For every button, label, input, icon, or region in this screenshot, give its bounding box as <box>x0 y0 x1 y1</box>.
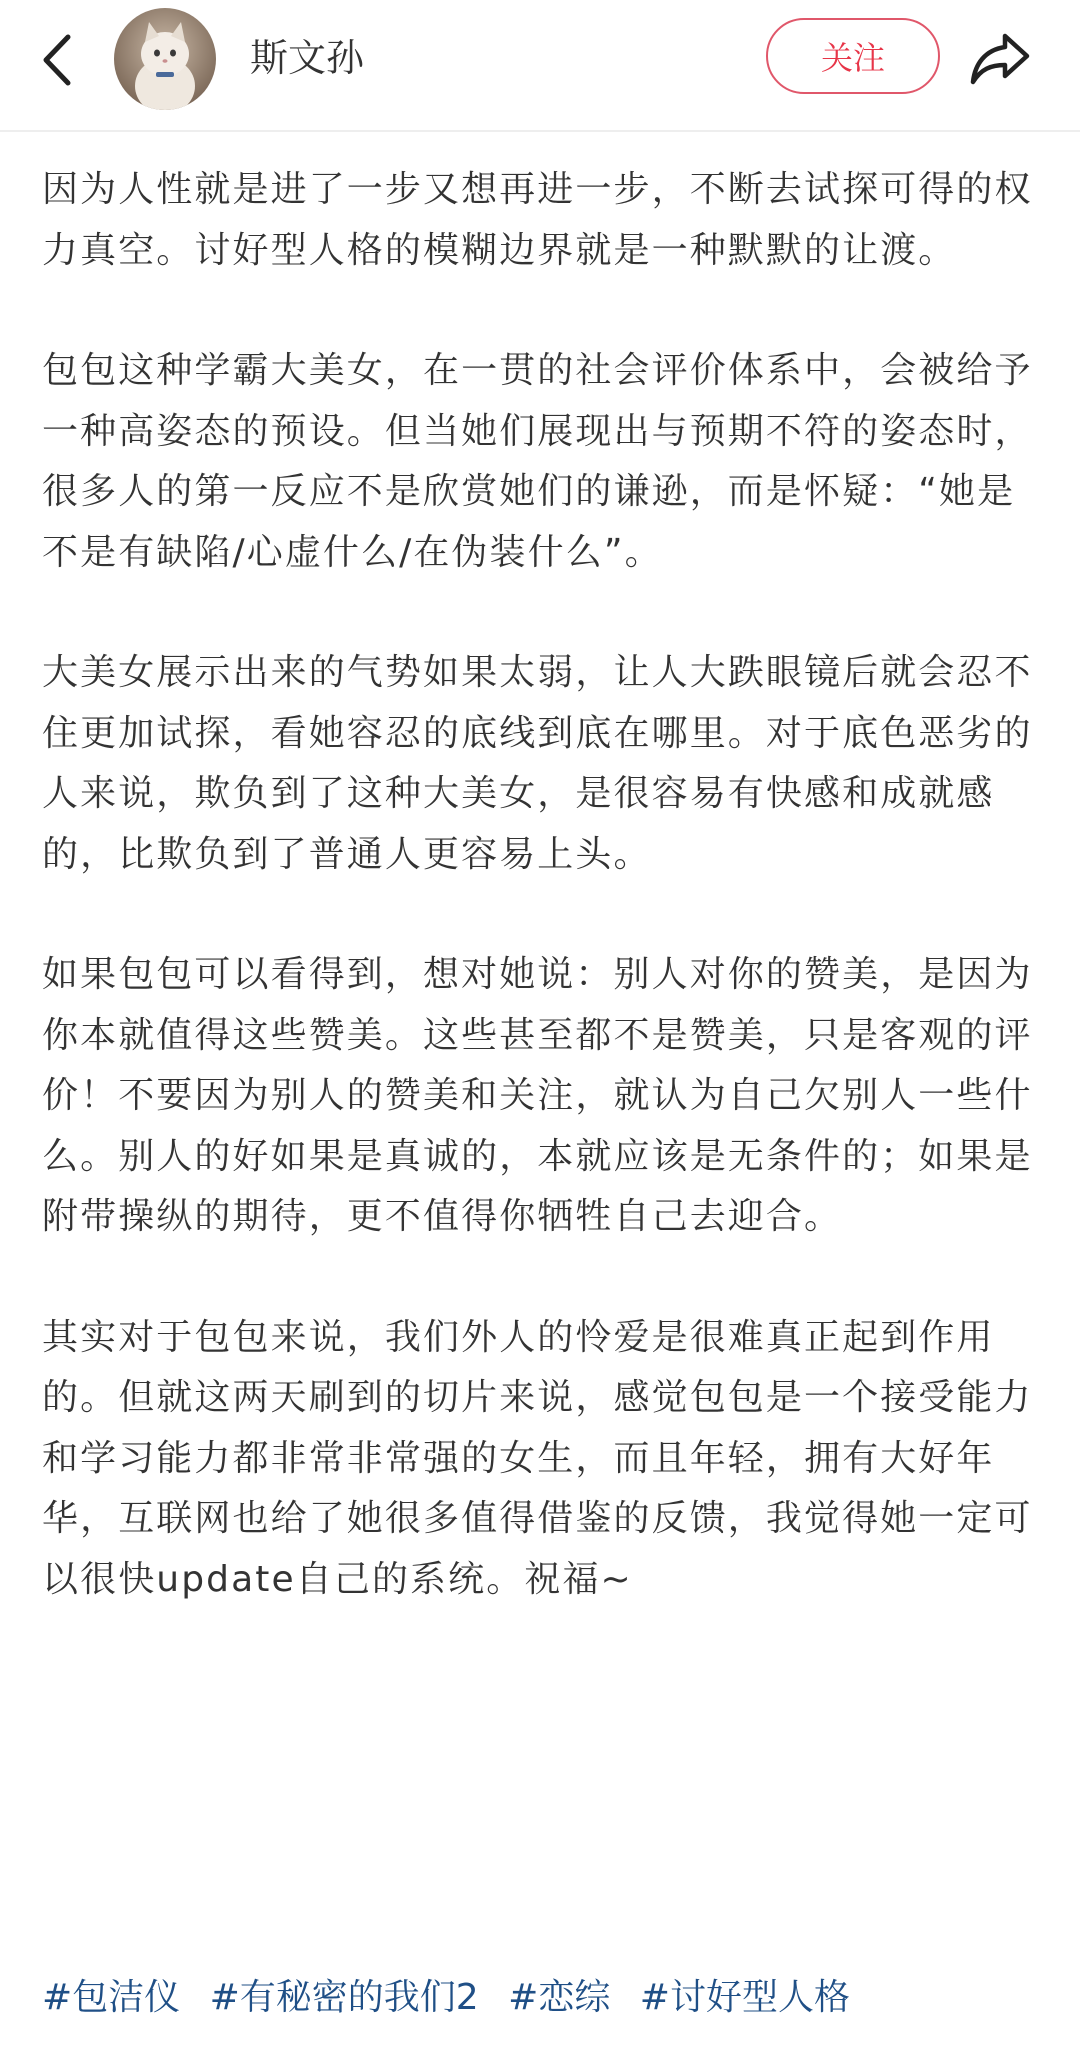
back-button[interactable] <box>30 24 84 96</box>
author-name[interactable]: 斯文孙 <box>250 36 365 80</box>
cat-avatar <box>114 8 216 110</box>
chevron-left-icon <box>40 33 74 87</box>
hashtag-link[interactable]: #有秘密的我们2 <box>209 1977 479 2018</box>
post-paragraph: 大美女展示出来的气势如果太弱，让人大跌眼镜后就会忍不住更加试探，看她容忍的底线到底在哪里。对于底色恶劣的人来说，欺负到了这种大美女，是很容易有快感和成就感的，比欺负到了普通人更容易上头。 <box>42 652 1033 875</box>
share-arrow-icon <box>969 30 1031 86</box>
hashtag-link[interactable]: #讨好型人格 <box>639 1977 850 2018</box>
hashtag-link[interactable]: #恋综 <box>508 1977 611 2018</box>
post-paragraph: 因为人性就是进了一步又想再进一步，不断去试探可得的权力真空。讨好型人格的模糊边界就是一种默默的让渡。 <box>42 169 1033 271</box>
post-body <box>42 160 1046 1670</box>
post-paragraph: 包包这种学霸大美女，在一贯的社会评价体系中，会被给予一种高姿态的预设。但当她们展现出与预期不符的姿态时，很多人的第一反应不是欣赏她们的谦逊，而是怀疑：“她是不是有缺陷/心虚什么/在伪装什么”。 <box>42 350 1033 573</box>
follow-button[interactable]: 关注 <box>766 18 940 94</box>
top-bar <box>0 0 1080 132</box>
tag-list <box>42 1970 868 2026</box>
share-button[interactable] <box>964 22 1036 94</box>
avatar[interactable] <box>114 8 216 110</box>
hashtag-link[interactable]: #包洁仪 <box>42 1977 181 2018</box>
post-paragraph: 如果包包可以看得到，想对她说：别人对你的赞美，是因为你本就值得这些赞美。这些甚至都不是赞美，只是客观的评价！不要因为别人的赞美和关注，就认为自己欠别人一些什么。别人的好如果是真诚的，本就应该是无条件的；如果是附带操纵的期待，更不值得你牺牲自己去迎合。 <box>42 954 1033 1237</box>
post-paragraph: 其实对于包包来说，我们外人的怜爱是很难真正起到作用的。但就这两天刷到的切片来说，感觉包包是一个接受能力和学习能力都非常非常强的女生，而且年轻，拥有大好年华，互联网也给了她很多值得借鉴的反馈，我觉得她一定可以很快update自己的系统。祝福~ <box>42 1316 1033 1600</box>
